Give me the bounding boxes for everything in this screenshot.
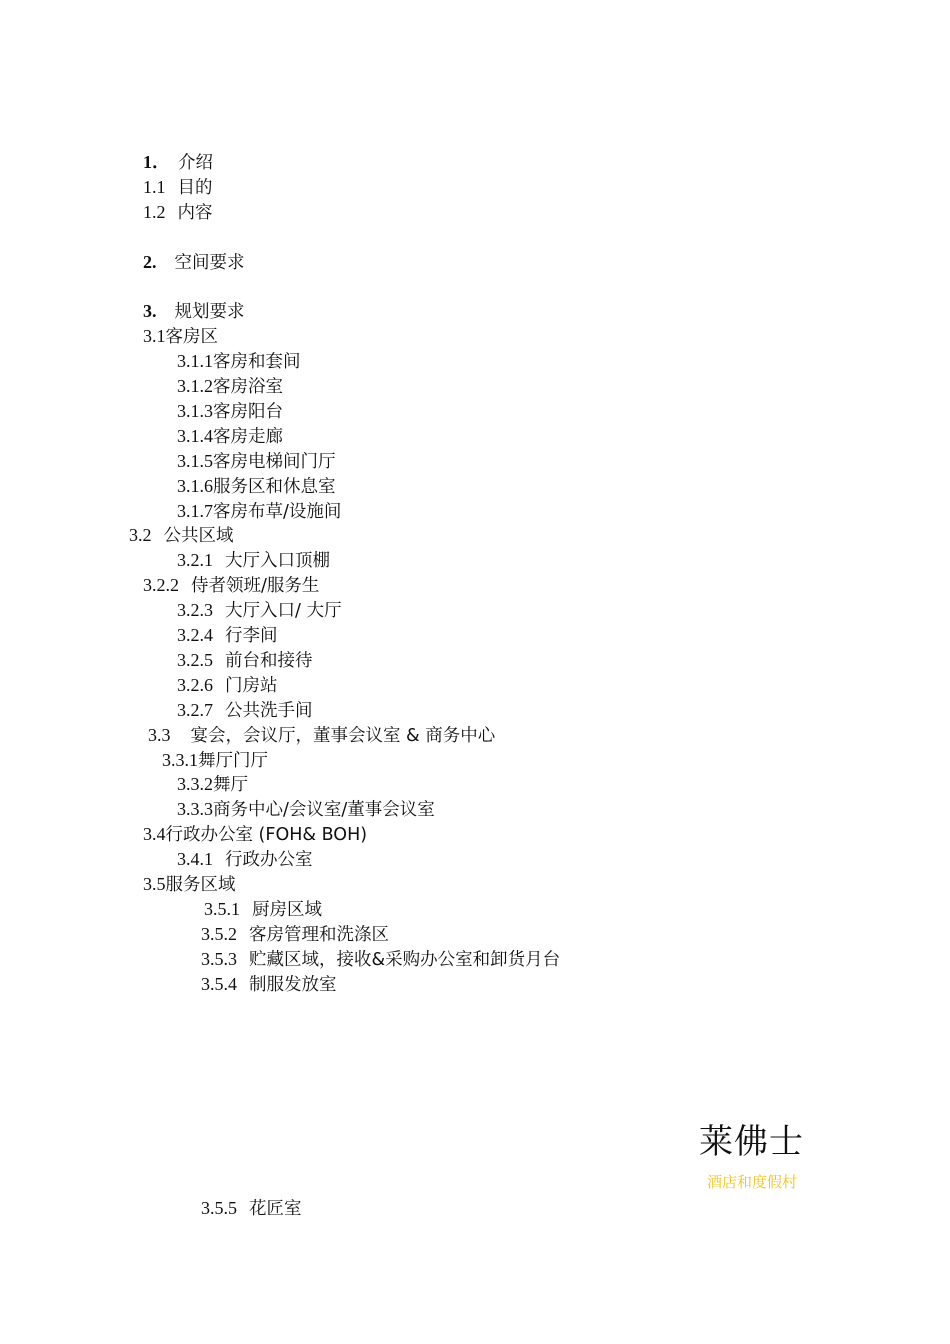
- toc-label: 介绍: [178, 153, 213, 173]
- toc-item-3-2-1: [177, 548, 330, 573]
- toc-item-3-1-5: [177, 449, 336, 474]
- toc-number: 3.2.4: [177, 625, 213, 645]
- toc-number: 3.1.4: [177, 426, 213, 446]
- toc-item-3-2-7: [177, 698, 313, 723]
- toc-label: 大厅入口顶棚: [225, 551, 330, 571]
- toc-item-3: [143, 299, 245, 324]
- toc-item-3-1-6: [177, 474, 336, 499]
- toc-item-1-1: [143, 175, 213, 200]
- toc-label: 服务区和休息室: [213, 477, 336, 497]
- toc-label: 侍者领班/服务生: [191, 576, 320, 596]
- toc-item-3-2-6: [177, 673, 278, 698]
- toc-item-3-2: [129, 523, 234, 548]
- toc-label: 客房阳台: [213, 402, 283, 422]
- brand-tagline: 酒店和度假村: [707, 1173, 798, 1191]
- toc-number: 3.1.3: [177, 401, 213, 421]
- brand-name: 莱佛士: [699, 1122, 804, 1162]
- toc-label: 内容: [177, 203, 213, 223]
- toc-number: 1.1: [143, 177, 166, 197]
- toc-number: 3.5: [143, 874, 166, 894]
- toc-item-3-1-7: [177, 499, 341, 524]
- toc-label: 商务中心/会议室/董事会议室: [213, 800, 435, 820]
- toc-item-3-4: [143, 822, 367, 847]
- toc-item-3-2-4: [177, 623, 278, 648]
- toc-label: 厨房区域: [252, 900, 322, 920]
- toc-label: 花匠室: [249, 1199, 302, 1219]
- toc-item-3-3-3: [177, 797, 435, 822]
- toc-number: 3.3: [148, 725, 171, 745]
- toc-number: 3.1.5: [177, 451, 213, 471]
- toc-label: 客房布草/设施间: [213, 502, 342, 522]
- toc-item-1: [143, 150, 213, 175]
- toc-number: 3.5.3: [201, 949, 237, 969]
- toc-number: 3.1.6: [177, 476, 213, 496]
- toc-label: 宴会，会议厅，董事会议室 & 商务中心: [190, 726, 496, 746]
- toc-label: 客房和套间: [213, 352, 301, 372]
- toc-number: 3.1.7: [177, 501, 213, 521]
- toc-number: 3.2.3: [177, 600, 213, 620]
- toc-label: 客房走廊: [213, 427, 283, 447]
- toc-label: 制服发放室: [249, 975, 337, 995]
- toc-item-2: [143, 250, 245, 275]
- toc-label: 舞厅门厅: [198, 751, 268, 771]
- toc-number: 3.4.1: [177, 849, 213, 869]
- toc-item-3-5-5: [201, 1196, 302, 1221]
- toc-item-3-2-3: [177, 598, 341, 623]
- toc-number: 2.: [143, 252, 157, 272]
- toc-label: 服务区域: [165, 875, 236, 895]
- toc-label: 行政办公室 (FOH& BOH): [165, 825, 368, 845]
- toc-label: 行李间: [225, 626, 278, 646]
- toc-number: 3.2: [129, 525, 152, 545]
- toc-item-3-4-1: [177, 847, 313, 872]
- toc-item-3-1-2: [177, 374, 283, 399]
- toc-number: 3.1: [143, 326, 166, 346]
- toc-item-3-1-4: [177, 424, 283, 449]
- toc-label: 公共区域: [163, 526, 234, 546]
- toc-label: 客房管理和洗涤区: [249, 925, 389, 945]
- toc-item-3-1-1: [177, 349, 301, 374]
- toc-number: 3.5.1: [204, 899, 240, 919]
- toc-number: 3.3.3: [177, 799, 213, 819]
- toc-number: 3.4: [143, 824, 166, 844]
- toc-number: 1.2: [143, 202, 166, 222]
- toc-label: 客房浴室: [213, 377, 283, 397]
- toc-label: 客房区: [165, 327, 218, 347]
- toc-number: 3.5.5: [201, 1198, 237, 1218]
- toc-item-3-1-3: [177, 399, 283, 424]
- toc-number: 3.3.1: [162, 750, 198, 770]
- toc-item-3-5-2: [201, 922, 389, 947]
- toc-label: 公共洗手间: [225, 701, 313, 721]
- toc-item-3-1: [143, 324, 218, 349]
- toc-number: 3.5.2: [201, 924, 237, 944]
- toc-number: 1．: [143, 152, 170, 172]
- toc-label: 大厅入口/ 大厅: [225, 601, 342, 621]
- toc-label: 客房电梯间门厅: [213, 452, 336, 472]
- toc-item-3-5: [143, 872, 236, 897]
- toc-item-3-2-2: [143, 573, 319, 598]
- toc-number: 3.2.7: [177, 700, 213, 720]
- toc-item-3-3: [148, 723, 495, 748]
- toc-label: 贮藏区域，接收&采购办公室和卸货月台: [249, 950, 561, 970]
- toc-number: 3.1.2: [177, 376, 213, 396]
- toc-label: 行政办公室: [225, 850, 313, 870]
- toc-item-3-3-1: [162, 748, 268, 773]
- toc-number: 3.: [143, 301, 157, 321]
- toc-item-3-3-2: [177, 772, 248, 797]
- toc-item-3-5-1: [204, 897, 322, 922]
- toc-item-1-2: [143, 200, 213, 225]
- toc-number: 3.2.5: [177, 650, 213, 670]
- toc-number: 3.3.2: [177, 774, 213, 794]
- toc-label: 前台和接待: [225, 651, 313, 671]
- toc-number: 3.1.1: [177, 351, 213, 371]
- brand-logo: [699, 1120, 819, 1191]
- toc-label: 目的: [177, 178, 213, 198]
- toc-number: 3.2.2: [143, 575, 179, 595]
- toc-number: 3.5.4: [201, 974, 237, 994]
- toc-item-3-2-5: [177, 648, 313, 673]
- toc-number: 3.2.1: [177, 550, 213, 570]
- toc-label: 舞厅: [213, 775, 248, 795]
- toc-number: 3.2.6: [177, 675, 213, 695]
- toc-label: 空间要求: [174, 253, 245, 273]
- toc-item-3-5-4: [201, 972, 337, 997]
- toc-label: 门房站: [225, 676, 278, 696]
- toc-item-3-5-3: [201, 947, 560, 972]
- toc-label: 规划要求: [174, 302, 245, 322]
